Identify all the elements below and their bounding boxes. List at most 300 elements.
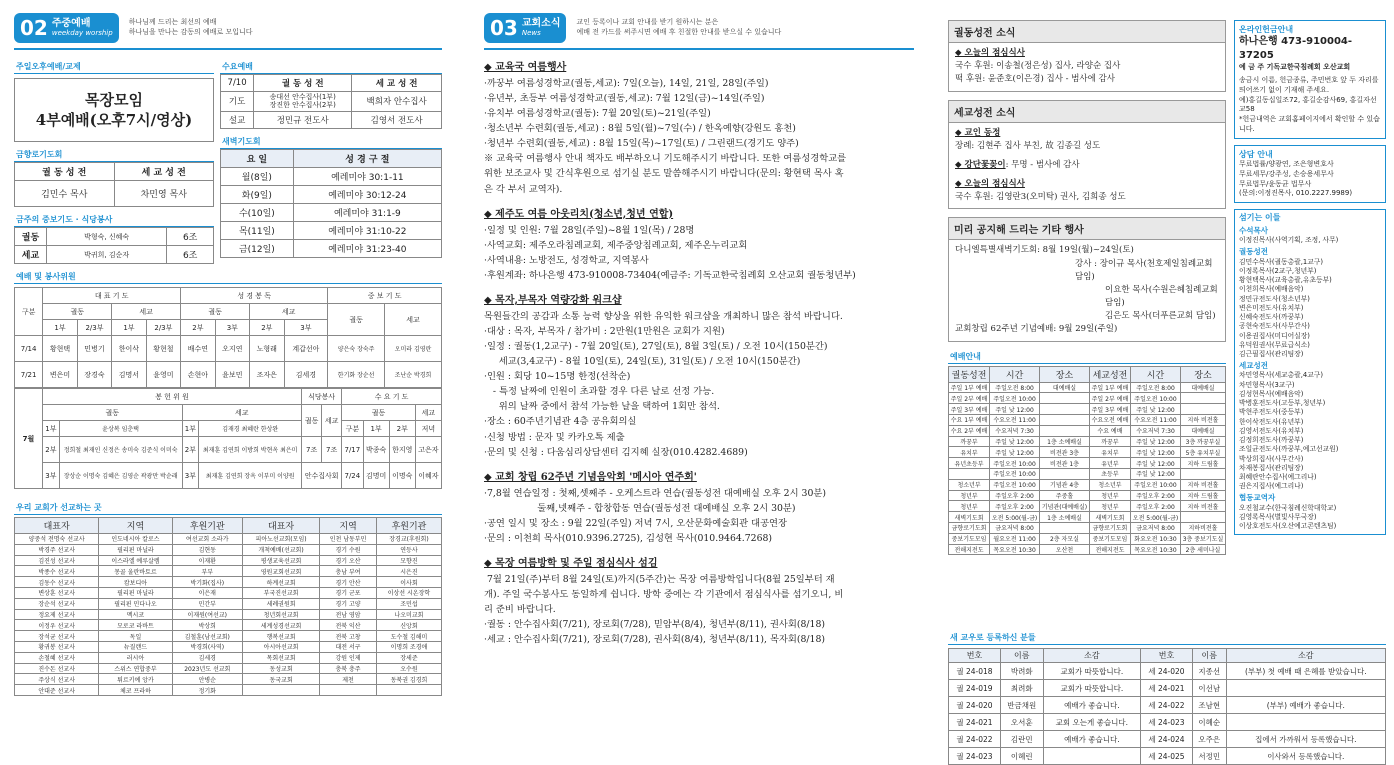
mission-cell: 전북 익산 bbox=[320, 620, 377, 631]
worship-guide-cell: 금요저녁 8:00 bbox=[990, 522, 1040, 533]
page-04-sidebar bbox=[1234, 20, 1386, 541]
worship-guide-cell: 주일 2부 예배 bbox=[949, 393, 990, 404]
text-line: 김영서전도사(유치부) bbox=[1239, 426, 1304, 435]
new-member-cell: 최려화 bbox=[1000, 680, 1043, 697]
cell: 금(12일) bbox=[221, 239, 294, 257]
mission-cell: 동성교회 bbox=[242, 663, 319, 674]
cell: 7/14 bbox=[15, 336, 43, 362]
mission-cell bbox=[242, 685, 319, 696]
mission-cell: 경기 오산 bbox=[320, 555, 377, 566]
section-title: 우리 교회가 선교하는 곳 bbox=[14, 501, 442, 515]
cell: 박형숙, 신혜숙 bbox=[47, 228, 167, 246]
new-member-cell bbox=[1226, 714, 1385, 731]
worship-guide-cell bbox=[1181, 404, 1226, 415]
worship-guide-cell bbox=[1040, 393, 1090, 404]
column-header: 번호 bbox=[1141, 649, 1193, 663]
text-line: 김영록목사(별빛사무국장) bbox=[1239, 512, 1317, 521]
sub-heading: ◆ 오늘의 점심식사 bbox=[955, 48, 1025, 58]
worship-guide-cell: 수요저녁 7:30 bbox=[990, 425, 1040, 436]
worship-guide-cell: 전해지전도 bbox=[1089, 544, 1130, 555]
table-row bbox=[949, 414, 1226, 425]
text-line: 예)홍길동십일조72, 홍길순감사69, 홍길자선교58 bbox=[1239, 95, 1377, 114]
cell: 세교 bbox=[322, 405, 342, 437]
text-line: 위의 날짜 중에서 참석 가능한 날을 택하여 1회만 참석. bbox=[484, 401, 720, 413]
table-row bbox=[15, 609, 442, 620]
worship-guide-cell: 주중홀 bbox=[1040, 490, 1090, 501]
page-title-en: weekday worship bbox=[51, 28, 113, 37]
worship-guide-cell: 대예배실 bbox=[1181, 425, 1226, 436]
worship-guide-cell: 비전관 3층 bbox=[1040, 447, 1090, 458]
mission-cell: 도수철 김해미 bbox=[376, 631, 441, 642]
column-header: 소감 bbox=[1226, 649, 1385, 663]
text-line: ·까꿍부 여름성경학교(궐동,세교): 7일(오늘), 14일, 21일, 28일(주일) bbox=[484, 78, 769, 90]
table-row bbox=[949, 425, 1226, 436]
new-member-cell: 세 24-024 bbox=[1141, 731, 1193, 748]
cell: 7월 bbox=[15, 389, 43, 489]
worship-guide-cell: 주일 낮 12:00 bbox=[1131, 458, 1181, 469]
text-line: 7월 21일(주)부터 8월 24일(토)까지(5주간)는 목장 여름방학입니다(8월 25일부터 재 bbox=[484, 574, 835, 586]
text-line: ·장소 : 60주년기념관 4층 공유회의실 bbox=[484, 416, 637, 428]
worship-guide-cell: 새벽기도회 bbox=[1089, 512, 1130, 523]
worship-guide-cell: 1층 소예배실 bbox=[1040, 512, 1090, 523]
worship-guide-cell: 유년초등부 bbox=[949, 458, 990, 469]
new-member-cell: 궐 24-019 bbox=[949, 680, 1001, 697]
worship-guide-cell: 금향로기도회 bbox=[949, 522, 990, 533]
mission-cell: 경기 수원 bbox=[320, 544, 377, 555]
mission-cell: 전북 고창 bbox=[320, 631, 377, 642]
cell: 김명서 bbox=[112, 362, 146, 388]
intercession-table bbox=[14, 227, 214, 264]
article-workshop bbox=[484, 293, 914, 460]
cell: 구분 bbox=[15, 288, 43, 336]
cell: 저녁 bbox=[415, 421, 441, 437]
section-title: 금향로기도회 bbox=[14, 148, 214, 162]
wednesday-table bbox=[220, 74, 442, 129]
column-header: 소감 bbox=[1043, 649, 1140, 663]
cell: 예레미야 30:12-24 bbox=[293, 185, 441, 203]
cell: 궐동 bbox=[302, 405, 322, 437]
box-line-1: 목장모임 bbox=[85, 90, 143, 109]
cell: 황현철 bbox=[146, 336, 180, 362]
box-title: 온라인헌금안내 bbox=[1239, 25, 1294, 34]
text-line: ·대상 : 목자, 부목자 / 참가비 : 2만원(1만원은 교회가 지원) bbox=[484, 326, 725, 338]
text-line: 차재봉집사(관리팀장) bbox=[1239, 463, 1304, 472]
page-03-banner bbox=[484, 8, 914, 50]
cell: 1부 bbox=[43, 320, 77, 336]
table-row bbox=[949, 522, 1226, 533]
cell: 1부 bbox=[43, 421, 60, 437]
new-member-cell: 반금채원 bbox=[1000, 697, 1043, 714]
cell: 궐동 bbox=[342, 405, 416, 421]
article-heading: ◆ 목장 여름방학 및 주일 점심식사 섬김 bbox=[484, 557, 658, 569]
new-member-cell: (부부) 예배가 좋습니다. bbox=[1226, 697, 1385, 714]
worship-guide-cell: 지하 드림홀 bbox=[1181, 490, 1226, 501]
page-badge bbox=[484, 13, 566, 43]
new-member-cell: 궐 24-021 bbox=[949, 714, 1001, 731]
text-line: 개). 주일 국수봉사도 동일하게 쉽니다. 방학 중에는 각 기관에서 점심식사를 섬기오니, 비 bbox=[484, 589, 844, 601]
mission-cell: 제천 bbox=[320, 674, 377, 685]
page-title: 주중예배 bbox=[51, 18, 91, 30]
worship-guide-cell: 청년부 bbox=[1089, 501, 1130, 512]
cell: 예레미야 31:23-40 bbox=[293, 239, 441, 257]
mission-cell: 행복선교회 bbox=[242, 631, 319, 642]
column-header: 지역 bbox=[99, 518, 172, 534]
text-line: 김성현목사(예배음악) bbox=[1239, 389, 1304, 398]
text-line: 이정진목사(사역기획, 조정, 사무) bbox=[1239, 236, 1339, 245]
worship-guide-cell: 지하 비전홀 bbox=[1181, 501, 1226, 512]
text-line: 정민규전도사(청소년부) bbox=[1239, 294, 1310, 303]
cell: 궐동 bbox=[43, 304, 112, 320]
mission-cell: 모향진 bbox=[376, 555, 441, 566]
table-row bbox=[15, 566, 442, 577]
worship-guide-cell: 목요오전 10:30 bbox=[990, 544, 1040, 555]
mission-cell: 뉴질랜드 bbox=[99, 641, 172, 652]
column-header: 대표자 bbox=[242, 518, 319, 534]
worship-guide-cell: 지하비전홀 bbox=[1181, 522, 1226, 533]
text-line: 최혜란안수집사(예그리나) bbox=[1239, 472, 1317, 481]
group-title: 협동교역자 bbox=[1239, 493, 1276, 503]
worship-guide-cell: 청년부 bbox=[949, 490, 990, 501]
text-line: : 무명 - 범사에 감사 bbox=[1005, 159, 1080, 170]
staff-box bbox=[1234, 209, 1386, 535]
worship-guide-cell bbox=[1040, 425, 1090, 436]
page-title: 교회소식 bbox=[521, 18, 561, 30]
text-line: 무료법무/윤동균 법무사 bbox=[1239, 179, 1312, 188]
sunday-afternoon bbox=[14, 54, 214, 264]
text-line: ※ 교육국 여름행사 안내 책자도 배부하오니 기도해주시기 바랍니다. 또한 여름성경학교를 bbox=[484, 153, 847, 165]
new-member-cell: 오서훈 bbox=[1000, 714, 1043, 731]
worship-guide-cell bbox=[1040, 468, 1090, 479]
new-members-table bbox=[948, 648, 1386, 765]
article-heading: ◆ 목자,부목자 역량강화 워크샵 bbox=[484, 294, 622, 306]
cell: 1부 bbox=[182, 421, 199, 437]
column-header: 후원기관 bbox=[172, 518, 242, 534]
worship-guide-cell: 금향로기도회 bbox=[1089, 522, 1130, 533]
new-member-cell: 이사와서 등록했습니다. bbox=[1226, 748, 1385, 765]
cell: 수 요 기 도 bbox=[342, 389, 442, 405]
table-row bbox=[949, 544, 1226, 555]
cell: 민병기 bbox=[77, 336, 111, 362]
cell: 목(11일) bbox=[221, 221, 294, 239]
text-line: 박상희집사(사무간사) bbox=[1239, 454, 1304, 463]
worship-guide-cell: 청소년부 bbox=[1089, 479, 1130, 490]
worship-guide-cell: 주일 1부 예배 bbox=[1089, 382, 1130, 393]
cell: 2부 bbox=[389, 421, 415, 437]
mission-cell: 박경주 선교사 bbox=[15, 544, 99, 555]
column-header: 장소 bbox=[1040, 366, 1090, 382]
new-member-cell: 교회가 따뜻합니다. bbox=[1043, 663, 1140, 680]
article-education bbox=[484, 60, 914, 197]
mission-cell: 세계성경선교회 bbox=[242, 620, 319, 631]
text-line: 이요한 목사(수원은혜침례교회 담임) bbox=[1105, 284, 1218, 309]
worship-guide-cell: 2층 세미나실 bbox=[1181, 544, 1226, 555]
text-line: - 특정 날짜에 인원이 초과할 경우 다른 날로 선정 가능. bbox=[484, 386, 715, 398]
segyo-news-panel bbox=[948, 100, 1226, 210]
cell: 이명숙 bbox=[389, 463, 415, 489]
cell: 김명미 bbox=[363, 463, 389, 489]
text-line: (문의:이정진목사, 010.2227.9989) bbox=[1239, 189, 1353, 198]
column-header: 후원기관 bbox=[376, 518, 441, 534]
new-member-cell: 지종선 bbox=[1192, 663, 1226, 680]
worship-guide-cell: 초등부 bbox=[1089, 468, 1130, 479]
column-header: 이름 bbox=[1000, 649, 1043, 663]
mission-cell: 강원 인제 bbox=[320, 652, 377, 663]
worship-guide-cell: 주일 낮 12:00 bbox=[990, 447, 1040, 458]
new-member-cell bbox=[1043, 748, 1140, 765]
mission-cell: 영원교회선교회 bbox=[242, 566, 319, 577]
cell: 궐 동 성 전 bbox=[254, 75, 352, 92]
table-row bbox=[949, 458, 1226, 469]
cell: 조난순 박경희 bbox=[385, 362, 442, 388]
cell: 윤영미 bbox=[146, 362, 180, 388]
column-header: 번호 bbox=[949, 649, 1001, 663]
geumhyang-table bbox=[14, 162, 214, 207]
worship-guide-cell bbox=[1040, 404, 1090, 415]
cell: 예레미야 30:1-11 bbox=[293, 167, 441, 185]
cell: 세교 bbox=[15, 246, 47, 264]
cell: 3부 bbox=[43, 463, 60, 489]
text-line: *헌금내역은 교회홈페이지에서 확인할 수 있습니다. bbox=[1239, 115, 1380, 133]
cell: 세교 bbox=[112, 304, 181, 320]
cell: 노형래 bbox=[250, 336, 284, 362]
cell: 2부 bbox=[182, 437, 199, 463]
mission-cell: 조민섭 bbox=[376, 598, 441, 609]
table-row bbox=[949, 697, 1386, 714]
cell: 박종숙 bbox=[363, 437, 389, 463]
cell: 6조 bbox=[167, 246, 214, 264]
page-02 bbox=[14, 8, 442, 696]
text-line: 박현주전도사(중등부) bbox=[1239, 408, 1304, 417]
worship-guide-cell: 중보기도모임 bbox=[949, 533, 990, 544]
mission-cell: 박종수 선교사 bbox=[15, 566, 99, 577]
table-row bbox=[15, 620, 442, 631]
worship-guide-cell: 3층 중보기도실 bbox=[1181, 533, 1226, 544]
worship-guide-cell: 주일오전 10:00 bbox=[990, 479, 1040, 490]
new-member-cell: 세 24-022 bbox=[1141, 697, 1193, 714]
mission-cell: 충북 충주 bbox=[320, 663, 377, 674]
text-line: ·후원계좌: 하나은행 473-910008-73404(예금주: 기독교한국침례회 오산교회 궐동청년부) bbox=[484, 269, 856, 281]
table-row bbox=[949, 490, 1226, 501]
cell: 구분 bbox=[342, 421, 363, 437]
mission-cell bbox=[320, 685, 377, 696]
cell: 김영서 전도사 bbox=[352, 111, 442, 128]
new-member-cell: 세 24-023 bbox=[1141, 714, 1193, 731]
worship-guide-cell: 목요오전 10:30 bbox=[1131, 544, 1181, 555]
new-member-cell: 교회가 따뜻합니다. bbox=[1043, 680, 1140, 697]
text-line: ·청년부 수련회(궐동,세교) : 8월 15일(목)~17일(토) / 그린랜드(경기도 양주) bbox=[484, 138, 799, 150]
text-line: 권은지집사(예그리나) bbox=[1239, 482, 1304, 491]
mission-cell: 경기 고양 bbox=[320, 598, 377, 609]
cell: 김민수 목사 bbox=[15, 181, 115, 207]
mission-cell: 시은진 bbox=[376, 566, 441, 577]
worship-guide-cell: 주일 낮 12:00 bbox=[1131, 468, 1181, 479]
news-articles bbox=[484, 60, 914, 647]
text-line: ·유년부, 초등부 여름성경학교(궐동,세교): 7월 12일(금)~14일(주일) bbox=[484, 93, 765, 105]
service-table bbox=[14, 287, 442, 388]
mission-cell: 세례권원회 bbox=[242, 598, 319, 609]
mission-cell: 인도네시아 칼로스 bbox=[99, 534, 172, 545]
worship-guide-cell: 주일오전 8:00 bbox=[1131, 382, 1181, 393]
worship-guide-cell: 3층 까꿍부실 bbox=[1181, 436, 1226, 447]
page-02-banner bbox=[14, 8, 442, 50]
worship-guide-cell: 오전 5:00(월-금) bbox=[1131, 512, 1181, 523]
cell: 수(10일) bbox=[221, 203, 294, 221]
column-header: 시간 bbox=[1131, 366, 1181, 382]
mission-cell: 이은재 bbox=[172, 587, 242, 598]
mission-cell: 연등사 bbox=[376, 544, 441, 555]
cell: 백희자 안수집사 bbox=[352, 92, 442, 112]
cell: 장경숙 bbox=[77, 362, 111, 388]
text-line: 교회창립 62주년 기념예배: 9월 29일(주일) bbox=[955, 324, 1118, 335]
worship-guide-cell: 청소년부 bbox=[949, 479, 990, 490]
mission-cell: 정기화 bbox=[172, 685, 242, 696]
worship-guide-cell: 월요오전 11:00 bbox=[990, 533, 1040, 544]
cell: 한지영 bbox=[389, 437, 415, 463]
table-row bbox=[949, 468, 1226, 479]
cell: 6조 bbox=[167, 228, 214, 246]
mission-cell: 아시아선교회 bbox=[242, 641, 319, 652]
text-line: ·일정 : 궐동(1,2교구) - 7월 20일(토), 27일(토), 8월 3일(토) / 오전 10시(150분간) bbox=[484, 341, 828, 353]
text-line: 이용권집사(미디어실장) bbox=[1239, 331, 1310, 340]
column-header: 장소 bbox=[1181, 366, 1226, 382]
mission-cell: 평생교육선교회 bbox=[242, 555, 319, 566]
cell: 김세경 bbox=[284, 362, 328, 388]
new-member-cell: 이선남 bbox=[1192, 680, 1226, 697]
cell: 7/21 bbox=[15, 362, 43, 388]
mission-cell: 이스라엘 예루살렘 bbox=[99, 555, 172, 566]
cell: 7/10 bbox=[221, 75, 254, 92]
table-row bbox=[15, 555, 442, 566]
text-line: 신혜숙전도사(까꿍부) bbox=[1239, 313, 1304, 322]
banner-sub-2: 예배 전 카드를 써주시면 예배 후 친절한 안내를 받으실 수 있습니다 bbox=[576, 28, 782, 36]
text-line: 김근필집사(관리팀장) bbox=[1239, 349, 1304, 358]
cell: 손현아 bbox=[181, 362, 215, 388]
cell: 궐동 bbox=[181, 304, 250, 320]
text-line: ·7,8월 연습일정 : 첫째,셋째주 - 오케스트라 연습(궐동성전 대예배실 오후 2시 30분) bbox=[484, 487, 826, 499]
table-row bbox=[949, 533, 1226, 544]
new-member-cell: 오주은 bbox=[1192, 731, 1226, 748]
cell: 변은미 bbox=[43, 362, 77, 388]
text-line: 무료법률/양광연, 조은형변호사 bbox=[1239, 159, 1334, 168]
mission-cell: 동국교회 bbox=[242, 674, 319, 685]
text-line: 이천희목사(예배음악) bbox=[1239, 285, 1304, 294]
worship-guide-cell: 5층 유치부실 bbox=[1181, 447, 1226, 458]
article-vacation bbox=[484, 556, 914, 647]
article-heading: ◆ 교회 창립 62주년 기념음악회 '메시아 연주회' bbox=[484, 471, 697, 483]
mission-cell: 이재원(여선교) bbox=[172, 609, 242, 620]
text-line: 변은미전도사(유치부) bbox=[1239, 303, 1304, 312]
worship-guide-cell: 대예배실 bbox=[1040, 382, 1090, 393]
mission-cell: 민간부 bbox=[172, 598, 242, 609]
mission-cell: 체코 프라하 bbox=[99, 685, 172, 696]
worship-guide-cell: 주일 낮 12:00 bbox=[1131, 436, 1181, 447]
mission-cell: 김세경 bbox=[172, 652, 242, 663]
cell: 화(9일) bbox=[221, 185, 294, 203]
cell: 2부 bbox=[250, 320, 284, 336]
mission-cell: 박상희 bbox=[172, 620, 242, 631]
table-row bbox=[949, 382, 1226, 393]
mission-cell: 필리핀 민다나오 bbox=[99, 598, 172, 609]
mission-cell: 박기화(집사) bbox=[172, 577, 242, 588]
mission-cell: 동북권 김경희 bbox=[376, 674, 441, 685]
sunday-afternoon-box bbox=[14, 78, 214, 142]
cell: 이혜자 bbox=[415, 463, 441, 489]
article-jeju bbox=[484, 207, 914, 283]
worship-guide-cell: 주일 2부 예배 bbox=[1089, 393, 1130, 404]
dawn-prayer-table bbox=[220, 149, 442, 258]
mission-cell: 김진성 선교사 bbox=[15, 555, 99, 566]
mission-cell: 경기 안산 bbox=[320, 577, 377, 588]
cell: 안수집사회 bbox=[302, 463, 342, 489]
mission-cell: 경기 군포 bbox=[320, 587, 377, 598]
cell: 양은숙 장숙주 bbox=[328, 336, 385, 362]
worship-guide-cell: 유년부 bbox=[1089, 458, 1130, 469]
text-line: 차민영목사(세교총괄,4교구) bbox=[1239, 371, 1324, 380]
text-line: ·문의 및 신청 : 다움심리상담센터 김지혜 실장(010.4282.4689) bbox=[484, 446, 748, 458]
mission-cell: 이명희 조경애 bbox=[376, 641, 441, 652]
mission-cell: 김현동 bbox=[172, 544, 242, 555]
page-04-main bbox=[948, 20, 1226, 555]
cell: 황현택 bbox=[43, 336, 77, 362]
cell: 2부 bbox=[181, 320, 215, 336]
text-line: 공현숙전도사(사무간사) bbox=[1239, 322, 1310, 331]
mission-cell: 부국진선교회 bbox=[242, 587, 319, 598]
worship-guide-cell: 수요오전 예배 bbox=[1089, 414, 1130, 425]
cell: 예레미야 31:10-22 bbox=[293, 221, 441, 239]
worship-guide-cell bbox=[1181, 393, 1226, 404]
text-line: 예 금 주 기독교한국침례회 오산교회 bbox=[1239, 63, 1351, 72]
mission-cell: 필리핀 마닐라 bbox=[99, 587, 172, 598]
cell: 3부 bbox=[284, 320, 328, 336]
cell: 한이삭 bbox=[112, 336, 146, 362]
text-line: ·신청 방법 : 문자 및 카카오톡 제출 bbox=[484, 431, 625, 443]
cell: 김재경 최혜란 한상완 bbox=[199, 421, 302, 437]
mission-cell: 이상선 시온장학 bbox=[376, 587, 441, 598]
worship-guide-cell: 수요오전 11:00 bbox=[1131, 414, 1181, 425]
worship-guide-cell: 주일 낮 12:00 bbox=[990, 436, 1040, 447]
text-line: 장례: 김현주 집사 부친, 故 김종길 성도 bbox=[955, 140, 1101, 151]
table-row bbox=[949, 501, 1226, 512]
cell: 3부 bbox=[215, 320, 249, 336]
new-member-cell: 박려화 bbox=[1000, 663, 1043, 680]
cell-line: 송대선 안수집사(1부) bbox=[269, 93, 336, 101]
column-header: 세교성전 bbox=[1089, 366, 1130, 382]
text-line: 조일균전도사(까꿍부,예고선교원) bbox=[1239, 445, 1339, 454]
section-title: 예배안내 bbox=[948, 350, 1226, 364]
new-member-cell: 세 24-020 bbox=[1141, 663, 1193, 680]
worship-guide-cell bbox=[1040, 414, 1090, 425]
cell: 오지연 bbox=[215, 336, 249, 362]
table-row bbox=[15, 587, 442, 598]
text-line: 김민수목사(궐동총괄,1교구) bbox=[1239, 257, 1324, 266]
cell: 요 일 bbox=[221, 149, 294, 167]
mission-cell: 장세준 bbox=[376, 652, 441, 663]
text-line: ·인원 : 회당 10~15명 한정(선착순) bbox=[484, 371, 631, 383]
cell: 세교 bbox=[250, 304, 328, 320]
mission-cell: 모로코 라바트 bbox=[99, 620, 172, 631]
cell: 1부 bbox=[112, 320, 146, 336]
cell: 계갑선아 bbox=[284, 336, 328, 362]
new-member-cell: 궐 24-018 bbox=[949, 663, 1001, 680]
mission-cell: 충남 부여 bbox=[320, 566, 377, 577]
box-title: 상담 안내 bbox=[1239, 149, 1273, 159]
worship-guide-cell: 화요오전 10:30 bbox=[1131, 533, 1181, 544]
table-row bbox=[949, 479, 1226, 490]
mission-cell: 캄보디아 bbox=[99, 577, 172, 588]
worship-guide-cell: 주일오후 2:00 bbox=[990, 490, 1040, 501]
mission-cell: 신앙회 bbox=[376, 620, 441, 631]
table-row bbox=[949, 714, 1386, 731]
